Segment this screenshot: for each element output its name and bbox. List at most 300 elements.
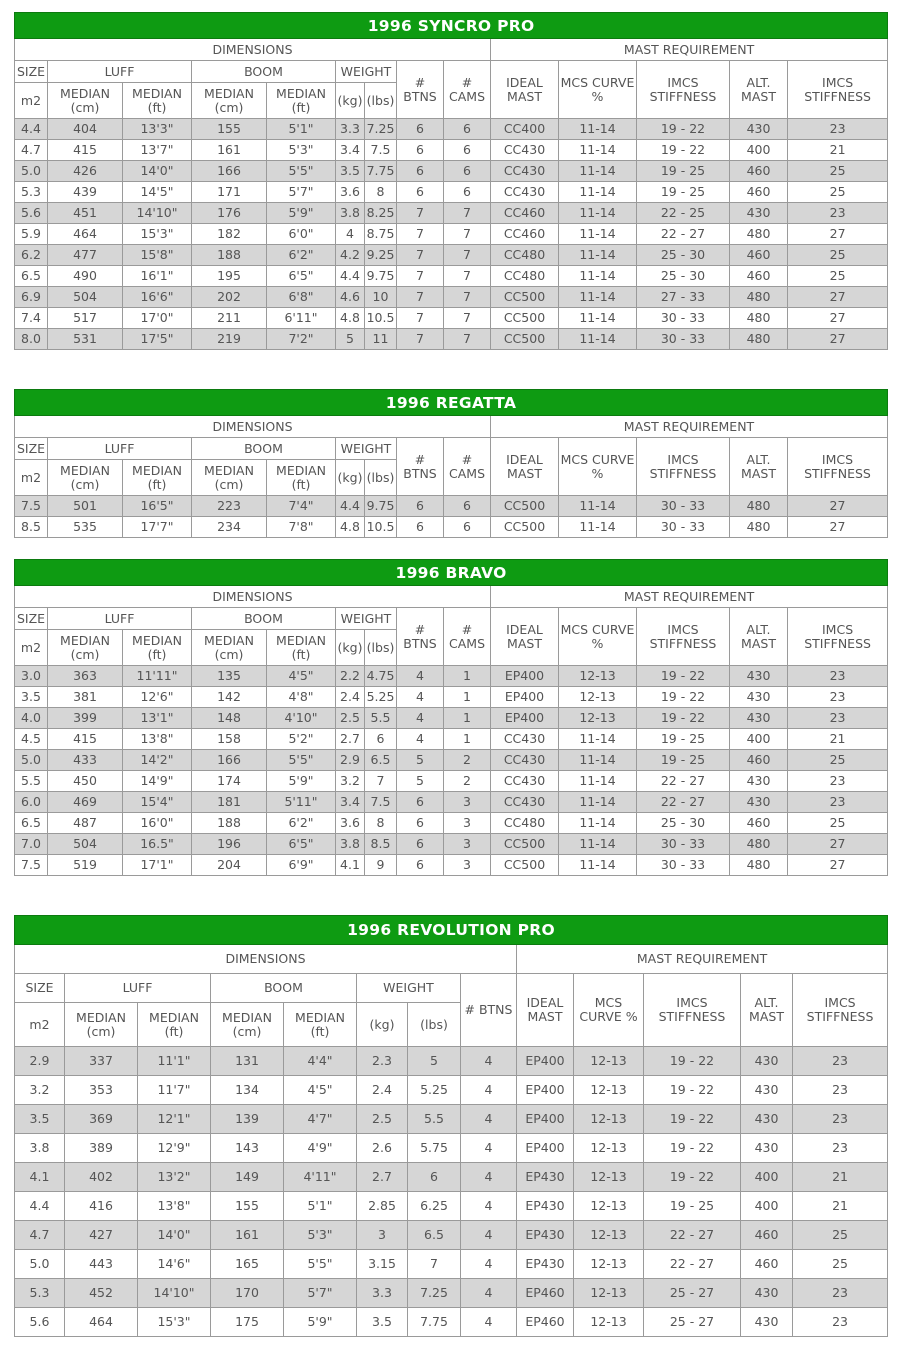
table-cell: 6'5" [267,834,336,855]
table-cell: 27 [788,496,888,517]
table-cell: 8.0 [15,329,48,350]
mast-requirement-header: MAST REQUIREMENT [517,945,888,974]
table-cell: 25 [788,813,888,834]
table-cell: 22 - 27 [637,771,730,792]
table-cell: 188 [192,245,267,266]
table-cell: CC430 [491,792,559,813]
table-cell: 2.4 [357,1076,408,1105]
table-cell: 6 [397,855,444,876]
table-cell: 13'3" [123,119,192,140]
table-cell: 7 [397,245,444,266]
table-row [15,119,888,140]
table-cell: 4 [397,729,444,750]
table-cell: 171 [192,182,267,203]
table-cell: 4'11" [284,1163,357,1192]
table-row [15,496,888,517]
table-cell: 4 [461,1308,517,1337]
table-cell: 8 [365,813,397,834]
table-cell: 2.7 [357,1163,408,1192]
mcs-curve-header: MCS CURVE % [559,61,637,119]
table-cell: 19 - 22 [637,140,730,161]
table-cell: CC480 [491,266,559,287]
table-cell: 430 [730,203,788,224]
table-cell: 5'5" [267,750,336,771]
table-cell: 3 [444,834,491,855]
table-cell: 204 [192,855,267,876]
btns-header: # BTNS [397,438,444,496]
table-row [15,1192,888,1221]
boom-ft-header: MEDIAN (ft) [267,460,336,496]
table-body [15,1047,888,1337]
boom-header: BOOM [192,438,336,460]
table-cell: 12-13 [574,1163,644,1192]
table-cell: 23 [793,1047,888,1076]
table-cell: 6 [397,792,444,813]
lbs-header: (lbs) [365,630,397,666]
table-cell: 10.5 [365,517,397,538]
table-body [15,119,888,350]
table-row [15,792,888,813]
table-cell: 16'1" [123,266,192,287]
table-row [15,1250,888,1279]
weight-header: WEIGHT [336,61,397,83]
table-cell: 22 - 27 [637,792,730,813]
table-cell: 6 [444,161,491,182]
table-row [15,203,888,224]
table-cell: 23 [788,203,888,224]
table-cell: 430 [730,119,788,140]
lbs-header: (lbs) [365,460,397,496]
table-cell: 161 [211,1221,284,1250]
table-cell: 30 - 33 [637,308,730,329]
table-cell: 480 [730,855,788,876]
table-cell: 12-13 [574,1134,644,1163]
table-cell: 5 [397,750,444,771]
table-cell: 480 [730,517,788,538]
kg-header: (kg) [336,630,365,666]
table-cell: 6 [397,834,444,855]
table-cell: 4'9" [284,1134,357,1163]
table-cell: 19 - 25 [637,750,730,771]
table-cell: 139 [211,1105,284,1134]
table-cell: 7.25 [365,119,397,140]
table-cell: 5.9 [15,224,48,245]
table-cell: 7 [397,266,444,287]
table-cell: 480 [730,834,788,855]
table-cell: 4.4 [15,119,48,140]
table-cell: 7 [397,203,444,224]
ideal-mast-header: IDEAL MAST [517,974,574,1047]
table-cell: 6 [408,1163,461,1192]
table-cell: 433 [48,750,123,771]
boom-header: BOOM [192,608,336,630]
table-cell: 6 [397,496,444,517]
size-header: SIZE [15,61,48,83]
table-body [15,496,888,538]
table-cell: 23 [793,1279,888,1308]
table-cell: 25 [788,161,888,182]
table-cell: 14'10" [138,1279,211,1308]
mcs-curve-header: MCS CURVE % [574,974,644,1047]
table-row [15,813,888,834]
table-cell: 211 [192,308,267,329]
table-cell: 23 [793,1134,888,1163]
table-cell: 6 [397,813,444,834]
table-cell: 5'1" [267,119,336,140]
table-cell: 8.5 [365,834,397,855]
table-cell: 131 [211,1047,284,1076]
table-cell: 12'1" [138,1105,211,1134]
table-cell: CC430 [491,771,559,792]
table-cell: 6 [397,517,444,538]
table-cell: 4'8" [267,687,336,708]
table-cell: EP400 [517,1076,574,1105]
luff-ft-header: MEDIAN (ft) [123,630,192,666]
table-cell: 480 [730,308,788,329]
table-cell: 3 [444,855,491,876]
table-cell: 25 [793,1250,888,1279]
table-cell: 3.2 [15,1076,65,1105]
table-cell: 4'4" [284,1047,357,1076]
table-cell: 175 [211,1308,284,1337]
table-cell: EP430 [517,1250,574,1279]
table-cell: 14'6" [138,1250,211,1279]
table-cell: 7'2" [267,329,336,350]
table-cell: 19 - 22 [637,119,730,140]
table-row [15,1105,888,1134]
table-cell: 7 [444,203,491,224]
table-cell: 399 [48,708,123,729]
table-cell: 7.5 [15,855,48,876]
table-cell: 13'1" [123,708,192,729]
table-cell: 504 [48,287,123,308]
table-cell: 517 [48,308,123,329]
table-cell: 430 [741,1308,793,1337]
table-cell: 5'3" [267,140,336,161]
table-cell: 5'3" [284,1221,357,1250]
table-cell: 7 [397,329,444,350]
table-row [15,1279,888,1308]
table-row [15,1308,888,1337]
table-row [15,1076,888,1105]
table-cell: 5.5 [408,1105,461,1134]
weight-header: WEIGHT [336,608,397,630]
table-cell: 3.8 [15,1134,65,1163]
table-cell: CC460 [491,224,559,245]
table-cell: 19 - 22 [644,1047,741,1076]
table-cell: 4.2 [336,245,365,266]
table-cell: 4'5" [284,1076,357,1105]
table-cell: 430 [741,1134,793,1163]
table-cell: CC500 [491,496,559,517]
table-row [15,708,888,729]
table-cell: CC480 [491,813,559,834]
table-cell: 12-13 [574,1250,644,1279]
table-cell: 165 [211,1250,284,1279]
table-cell: 5 [397,771,444,792]
table-cell: 4.8 [336,308,365,329]
table-cell: 11-14 [559,182,637,203]
table-cell: 439 [48,182,123,203]
table-cell: 21 [793,1163,888,1192]
table-cell: 12-13 [559,666,637,687]
luff-ft-header: MEDIAN (ft) [138,1003,211,1047]
table-cell: 11-14 [559,224,637,245]
table-cell: 11-14 [559,203,637,224]
table-cell: 16'5" [123,496,192,517]
table-cell: EP460 [517,1279,574,1308]
table-cell: 25 - 30 [637,245,730,266]
table-cell: 11-14 [559,792,637,813]
table-cell: 415 [48,729,123,750]
table-row [15,182,888,203]
table-cell: 170 [211,1279,284,1308]
m2-header: m2 [15,83,48,119]
btns-header: # BTNS [461,974,517,1047]
syncro-pro-table [14,12,888,350]
table-cell: CC500 [491,855,559,876]
table-cell: 12-13 [574,1105,644,1134]
luff-header: LUFF [65,974,211,1003]
luff-header: LUFF [48,608,192,630]
table-cell: 5.6 [15,1308,65,1337]
table-body [15,666,888,876]
table-cell: 19 - 22 [637,666,730,687]
table-cell: 3.8 [336,834,365,855]
table-cell: 4 [461,1192,517,1221]
boom-ft-header: MEDIAN (ft) [284,1003,357,1047]
table-cell: 11'7" [138,1076,211,1105]
table-cell: CC430 [491,161,559,182]
table-cell: 10 [365,287,397,308]
mcs-curve-header: MCS CURVE % [559,608,637,666]
table-cell: 19 - 22 [644,1163,741,1192]
table-row [15,245,888,266]
table-cell: 353 [65,1076,138,1105]
table-cell: 4'5" [267,666,336,687]
table-cell: 4.7 [15,140,48,161]
table-cell: 480 [730,224,788,245]
table-cell: 8 [365,182,397,203]
table-cell: 11-14 [559,140,637,161]
table-cell: 30 - 33 [637,517,730,538]
table-cell: 30 - 33 [637,855,730,876]
table-cell: 19 - 22 [644,1076,741,1105]
table-cell: 19 - 25 [637,729,730,750]
table-cell: 27 [788,329,888,350]
table-cell: 25 [788,182,888,203]
table-cell: 460 [730,750,788,771]
table-cell: EP400 [491,708,559,729]
size-header: SIZE [15,974,65,1003]
table-cell: 12-13 [574,1192,644,1221]
weight-header: WEIGHT [336,438,397,460]
cams-header: # CAMS [444,608,491,666]
table-cell: 6 [444,182,491,203]
table-cell: 7 [444,287,491,308]
table-cell: 5'5" [284,1250,357,1279]
table-cell: 5'2" [267,729,336,750]
luff-ft-header: MEDIAN (ft) [123,83,192,119]
table-cell: 6'8" [267,287,336,308]
boom-header: BOOM [211,974,357,1003]
table-cell: 3.3 [357,1279,408,1308]
table-cell: 11-14 [559,119,637,140]
luff-cm-header: MEDIAN (cm) [48,630,123,666]
table-cell: 5'9" [284,1308,357,1337]
table-cell: 11-14 [559,834,637,855]
table-row [15,666,888,687]
kg-header: (kg) [357,1003,408,1047]
size-header: SIZE [15,608,48,630]
table-cell: 27 [788,517,888,538]
table-cell: EP400 [517,1134,574,1163]
table-cell: 5'11" [267,792,336,813]
table-cell: 7 [397,224,444,245]
table-cell: 400 [730,729,788,750]
table-cell: 27 [788,834,888,855]
table-cell: 2.9 [15,1047,65,1076]
table-cell: EP430 [517,1163,574,1192]
bravo-table [14,559,888,876]
table-cell: 13'2" [138,1163,211,1192]
table-cell: 6.0 [15,792,48,813]
table-cell: 15'4" [123,792,192,813]
table-cell: 430 [741,1047,793,1076]
table-cell: 4'10" [267,708,336,729]
table-cell: 223 [192,496,267,517]
table-cell: 7.75 [408,1308,461,1337]
table-cell: 25 - 30 [637,266,730,287]
table-cell: 14'5" [123,182,192,203]
table-cell: EP400 [517,1047,574,1076]
table-cell: 11-14 [559,813,637,834]
table-cell: 4.1 [336,855,365,876]
table-row [15,1221,888,1250]
table-row [15,329,888,350]
table-cell: 219 [192,329,267,350]
btns-header: # BTNS [397,61,444,119]
table-cell: 22 - 27 [637,224,730,245]
table-cell: 5'1" [284,1192,357,1221]
table-cell: 5.25 [408,1076,461,1105]
table-cell: 15'3" [123,224,192,245]
table-cell: 4 [461,1134,517,1163]
table-cell: 16'6" [123,287,192,308]
table-cell: 5'7" [284,1279,357,1308]
table-cell: 3.2 [336,771,365,792]
table-cell: 4.75 [365,666,397,687]
table-cell: 22 - 27 [644,1221,741,1250]
table-cell: EP400 [517,1105,574,1134]
table-cell: CC400 [491,119,559,140]
table-cell: 12'9" [138,1134,211,1163]
revolution-pro-table [14,915,888,1337]
table-cell: 27 [788,224,888,245]
table-cell: 504 [48,834,123,855]
table-cell: 166 [192,161,267,182]
table-cell: 487 [48,813,123,834]
table-cell: 4 [397,687,444,708]
table-cell: 7'4" [267,496,336,517]
table-cell: 9.75 [365,496,397,517]
table-cell: 7.25 [408,1279,461,1308]
table-cell: 134 [211,1076,284,1105]
table-cell: 5.3 [15,182,48,203]
table-cell: 460 [730,161,788,182]
table-cell: 4.7 [15,1221,65,1250]
table-title: 1996 BRAVO [15,560,888,586]
table-cell: 11-14 [559,750,637,771]
table-cell: 25 [788,750,888,771]
table-cell: 430 [741,1279,793,1308]
table-cell: 7.5 [365,140,397,161]
ideal-mast-header: IDEAL MAST [491,608,559,666]
table-cell: 501 [48,496,123,517]
table-cell: 4.4 [336,266,365,287]
table-cell: 6 [397,182,444,203]
table-cell: 400 [741,1163,793,1192]
table-cell: 3.6 [336,813,365,834]
table-row [15,1134,888,1163]
table-cell: 1 [444,729,491,750]
alt-mast-header: ALT. MAST [730,438,788,496]
table-cell: 11'1" [138,1047,211,1076]
table-cell: 7 [397,308,444,329]
table-cell: CC500 [491,287,559,308]
table-cell: 6'5" [267,266,336,287]
table-cell: 4.6 [336,287,365,308]
table-cell: 234 [192,517,267,538]
table-cell: 3.8 [336,203,365,224]
table-cell: 6.25 [408,1192,461,1221]
table-cell: EP400 [491,687,559,708]
table-cell: 6'2" [267,245,336,266]
table-cell: 2 [444,750,491,771]
table-cell: 9.75 [365,266,397,287]
luff-cm-header: MEDIAN (cm) [48,460,123,496]
table-cell: 11'11" [123,666,192,687]
table-cell: 5.3 [15,1279,65,1308]
table-cell: 135 [192,666,267,687]
table-row [15,224,888,245]
table-cell: 2.9 [336,750,365,771]
table-cell: 15'8" [123,245,192,266]
table-cell: 14'0" [138,1221,211,1250]
table-cell: 2.3 [357,1047,408,1076]
table-cell: 402 [65,1163,138,1192]
kg-header: (kg) [336,460,365,496]
table-cell: 3.5 [357,1308,408,1337]
table-cell: 142 [192,687,267,708]
table-cell: 4 [397,708,444,729]
regatta-table [14,389,888,538]
table-cell: 188 [192,813,267,834]
table-cell: 19 - 22 [637,708,730,729]
table-cell: 4 [461,1163,517,1192]
table-row [15,266,888,287]
table-cell: CC430 [491,140,559,161]
table-cell: 426 [48,161,123,182]
table-cell: 13'7" [123,140,192,161]
table-cell: 27 - 33 [637,287,730,308]
table-cell: 490 [48,266,123,287]
table-cell: 12'6" [123,687,192,708]
table-cell: 5'9" [267,771,336,792]
table-cell: 15'3" [138,1308,211,1337]
table-cell: 23 [788,792,888,813]
cams-header: # CAMS [444,61,491,119]
